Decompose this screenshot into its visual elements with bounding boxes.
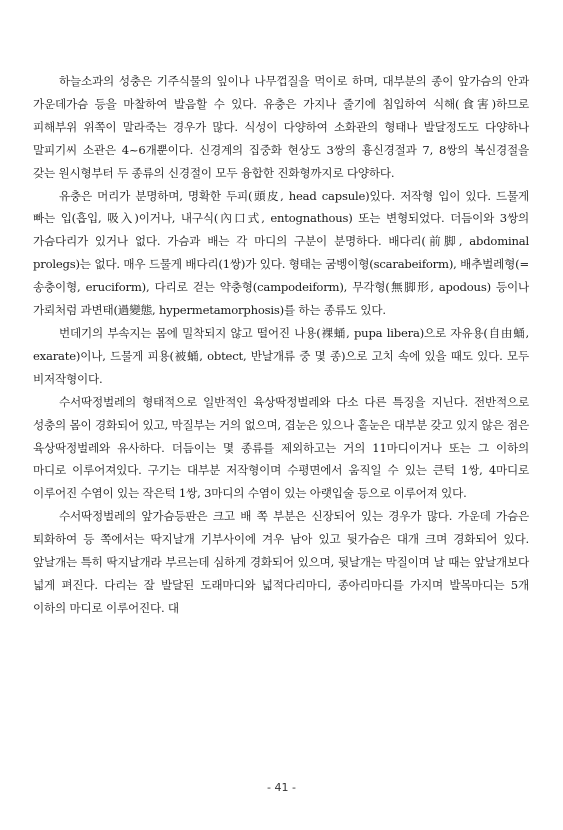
paragraph-5: 수서딱정벌레의 앞가슴등판은 크고 배 쪽 부분은 신장되어 있는 경우가 많다. 가운데 가슴은 퇴화하여 등 쪽에서는 딱지날개 기부사이에 겨우 남아 있고 뒷가슴은 대개 크며 경화되어 있다. 앞날개는 특히 딱지날개라 부르는데 심하게 경화되어 있으며, 뒷날개는 막질이며 날 때는 앞날개보다 넓게 펴진다. 다리는 잘 발달된 도래마디와 넓적다리마디, 종아리마디를 가지며 발목마디는 5개 이하의 마디로 이루어진다. 대	[33, 509, 529, 615]
paragraph-3: 번데기의 부속지는 몸에 밀착되지 않고 떨어진 나용(裸蛹, pupa libera)으로 자유용(自由蛹, exarate)이나, 드물게 피용(被蛹, obtect, 반날개류 중 몇 종)으로 고치 속에 있을 때도 있다. 모두 비저작형이다.	[33, 325, 529, 386]
paragraph-4: 수서딱정벌레의 형태적으로 일반적인 육상딱정벌레와 다소 다른 특징을 지닌다. 전반적으로 성충의 몸이 경화되어 있고, 막질부는 거의 없으며, 겹눈은 있으나 홑눈은 대부분 갖고 있지 않은 점은 육상딱정벌레와 유사하다. 더듬이는 몇 종류를 제외하고는 거의 11마디이거나 또는 그 이하의 마디로 이루어져있다. 구기는 대부분 저작형이며 수평면에서 움직일 수 있는 큰턱 1쌍, 4마디로 이루어진 수염이 있는 작은턱 1쌍, 3마디의 수염이 있는 아랫입술 등으로 이루어져 있다.	[33, 394, 529, 501]
page-number: - 41 -	[267, 781, 296, 794]
paragraph-2: 유충은 머리가 분명하며, 명확한 두피(頭皮, head capsule)있다. 저작형 입이 있다. 드물게 빠는 입(흡입, 吸入)이거나, 내구식(內口式, entognathous) 또는 변형되었다. 더듬이와 3쌍의 가슴다리가 있거나 없다. 가슴과 배는 각 마디의 구분이 분명하다. 배다리(前脚, abdominal prolegs)는 없다. 매우 드물게 배다리(1쌍)가 있다. 형태는 굼벵이형(scarabeiform), 배추벌레형(=송충이형, eruciform), 다리로 걷는 약충형(campodeiform), 무각형(無脚形, apodous) 등이나 가뢰처럼 과변태(過變態, hypermetamorphosis)를 하는 종류도 있다.	[33, 188, 529, 318]
body-text	[33, 70, 529, 620]
paragraph-1: 하늘소과의 성충은 기주식물의 잎이나 나무껍질을 먹이로 하며, 대부분의 종이 앞가슴의 안과 가운데가슴 등을 마찰하여 발음할 수 있다. 유충은 가지나 줄기에 침입하여 식해(食害)하므로 피해부위 위쪽이 말라죽는 경우가 많다. 식성이 다양하여 소화관의 형태나 발달정도도 다양하나 말피기씨 소관은 4~6개뿐이다. 신경계의 집중화 현상도 3쌍의 흉신경절과 7, 8쌍의 복신경절을 갖는 원시형부터 두 종류의 신경절이 모두 융합한 진화형까지로 다양하다.	[33, 74, 529, 180]
